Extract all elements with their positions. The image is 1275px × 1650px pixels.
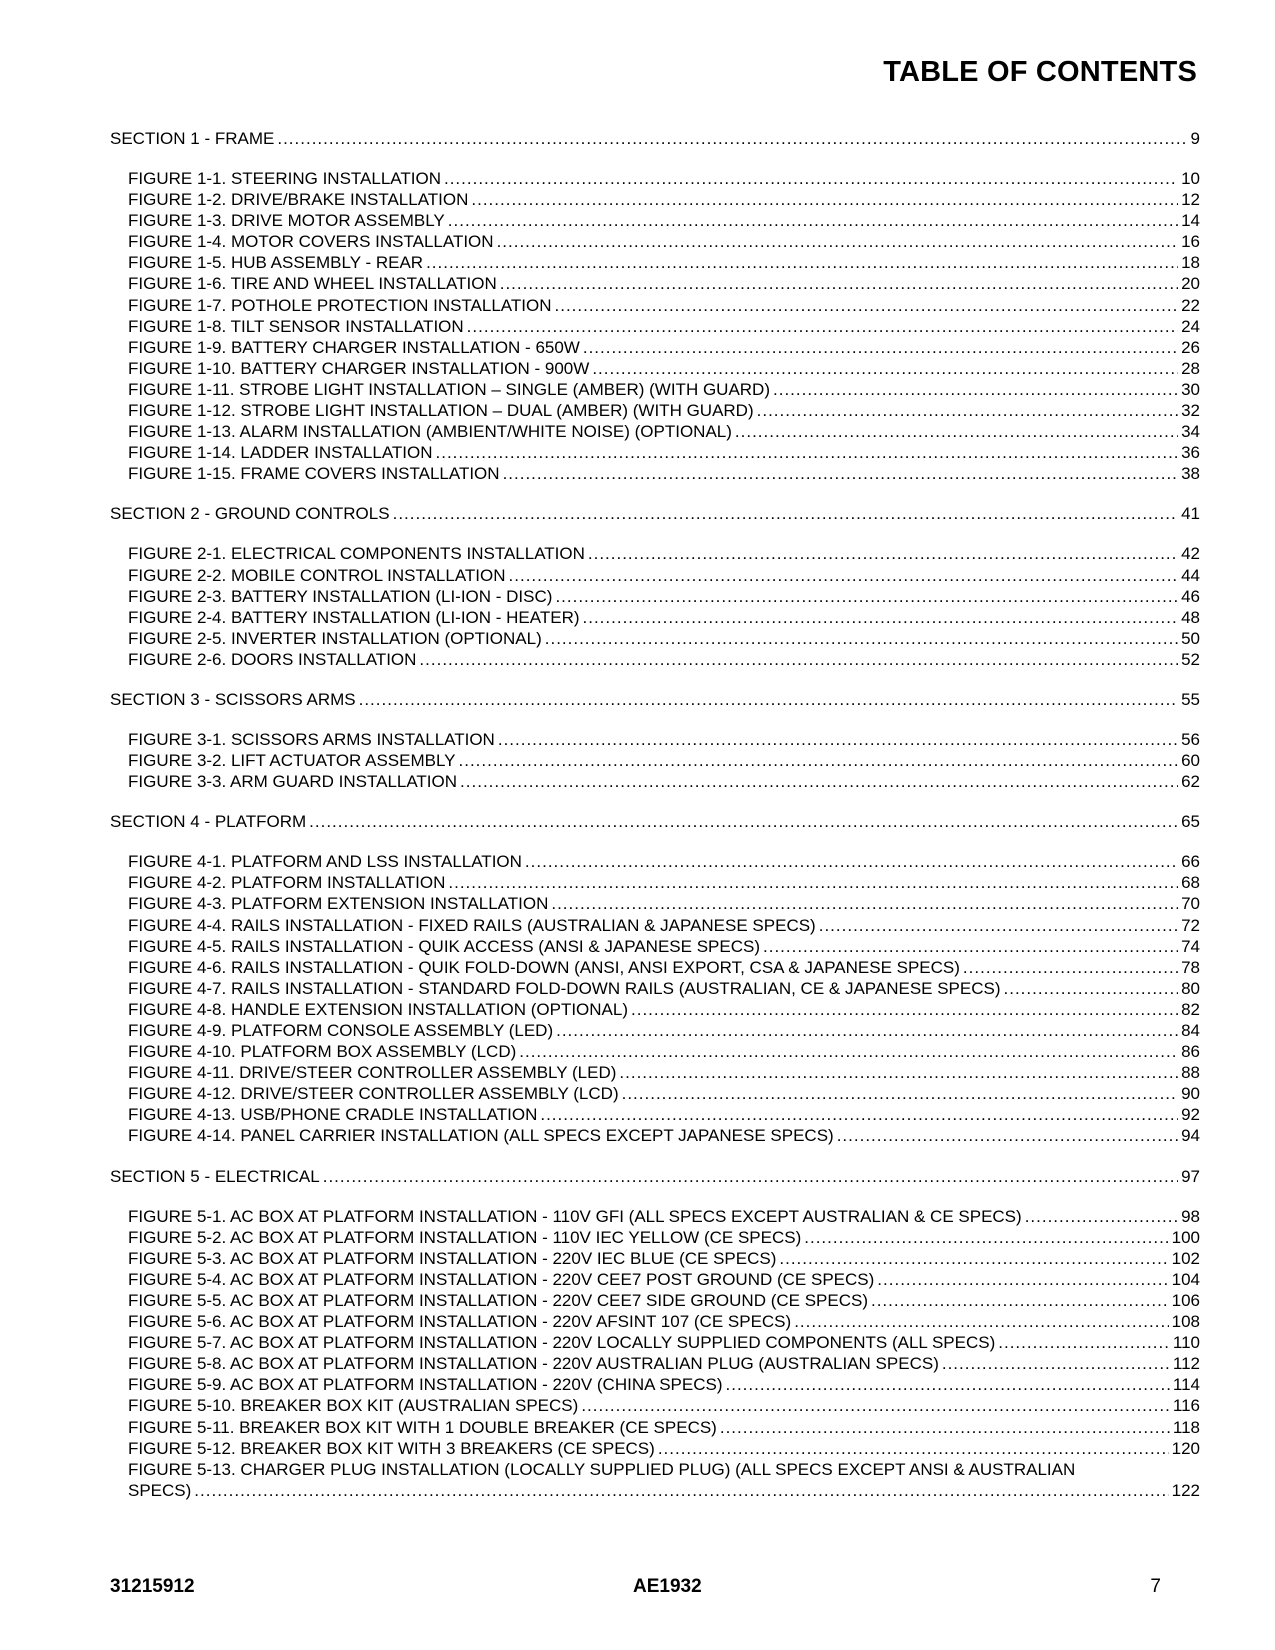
- toc-figure-label: FIGURE 1-14. LADDER INSTALLATION: [128, 443, 433, 463]
- dot-leader: [540, 1104, 1178, 1125]
- dot-leader: [519, 1041, 1178, 1062]
- toc-figure[interactable]: [110, 379, 1200, 400]
- footer-page-number: 7: [1150, 1576, 1161, 1597]
- toc-figure-label: FIGURE 2-4. BATTERY INSTALLATION (LI-ION - HEATER): [128, 607, 580, 627]
- dot-leader: [555, 586, 1178, 607]
- dot-leader: [592, 358, 1178, 379]
- dot-leader: [720, 1417, 1170, 1438]
- toc-figure-label: FIGURE 5-12. BREAKER BOX KIT WITH 3 BREAKERS (CE SPECS): [128, 1438, 655, 1458]
- dot-leader: [726, 1374, 1170, 1395]
- toc-figure-page: 24: [1181, 316, 1200, 336]
- dot-leader: [551, 893, 1178, 914]
- toc-figure-label: FIGURE 4-12. DRIVE/STEER CONTROLLER ASSEMBLY (LCD): [128, 1084, 619, 1104]
- toc-figure-page: 86: [1181, 1042, 1200, 1062]
- toc-figure[interactable]: [110, 442, 1200, 463]
- dot-leader: [773, 379, 1178, 400]
- toc-figure[interactable]: [110, 421, 1200, 442]
- dot-leader: [497, 231, 1179, 252]
- toc-figure-label: FIGURE 1-15. FRAME COVERS INSTALLATION: [128, 464, 500, 484]
- toc-figure-page: 14: [1181, 211, 1200, 231]
- toc-figure[interactable]: [110, 1269, 1200, 1290]
- toc-figure-page: 36: [1181, 443, 1200, 463]
- toc-figure[interactable]: [110, 210, 1200, 231]
- toc-section-page: 9: [1190, 129, 1200, 148]
- toc-figure-label: FIGURE 4-6. RAILS INSTALLATION - QUIK FOLD-DOWN (ANSI, ANSI EXPORT, CSA & JAPANESE SPECS): [128, 957, 960, 977]
- dot-leader: [448, 872, 1178, 893]
- toc-figure[interactable]: [110, 978, 1200, 999]
- toc-figure-page: 114: [1172, 1375, 1200, 1395]
- dot-leader: [444, 168, 1178, 189]
- dot-leader: [500, 273, 1178, 294]
- dot-leader: [871, 1290, 1169, 1311]
- toc-figure[interactable]: [110, 1374, 1200, 1395]
- toc-figure-page: 88: [1181, 1063, 1200, 1083]
- dot-leader: [779, 1248, 1168, 1269]
- dot-leader: [658, 1438, 1169, 1459]
- dot-leader: [588, 543, 1178, 564]
- toc-figure-page: 98: [1181, 1206, 1200, 1226]
- toc-figure[interactable]: [110, 168, 1200, 189]
- toc-figure-label: FIGURE 1-1. STEERING INSTALLATION: [128, 169, 441, 188]
- toc-figure[interactable]: [110, 1248, 1200, 1269]
- toc-figure-page: 110: [1172, 1333, 1200, 1353]
- toc-figure[interactable]: [110, 957, 1200, 978]
- dot-leader: [309, 811, 1178, 832]
- dot-leader: [735, 421, 1178, 442]
- dot-leader: [998, 1332, 1170, 1353]
- footer-doc-number: 31215912: [110, 1576, 195, 1597]
- toc-figure-page: 78: [1181, 957, 1200, 977]
- toc-figure-continued-label: SPECS): [128, 1480, 192, 1500]
- toc-figure-label: FIGURE 1-6. TIRE AND WHEEL INSTALLATION: [128, 274, 497, 294]
- toc-figure-page: 70: [1181, 894, 1200, 914]
- toc-figure-page: 108: [1171, 1312, 1200, 1332]
- toc-figure-page: 42: [1181, 544, 1200, 564]
- dot-leader: [471, 189, 1178, 210]
- toc-figure[interactable]: [110, 543, 1200, 564]
- toc-figure-label: FIGURE 4-8. HANDLE EXTENSION INSTALLATION (OPTIONAL): [128, 999, 629, 1019]
- dot-leader: [1004, 978, 1179, 999]
- toc-figure-label: FIGURE 5-5. AC BOX AT PLATFORM INSTALLATION - 220V CEE7 SIDE GROUND (CE SPECS): [128, 1290, 868, 1310]
- toc-figure-label: FIGURE 2-3. BATTERY INSTALLATION (LI-ION - DISC): [128, 586, 553, 606]
- toc-figure-continued-page: 122: [1171, 1480, 1200, 1500]
- toc-figure-page: 62: [1181, 772, 1200, 792]
- dot-leader: [498, 729, 1178, 750]
- toc-figure[interactable]: [110, 1041, 1200, 1062]
- toc-figure-label: FIGURE 4-1. PLATFORM AND LSS INSTALLATION: [128, 852, 522, 872]
- toc-figure-label: FIGURE 5-9. AC BOX AT PLATFORM INSTALLATION - 220V (CHINA SPECS): [128, 1375, 723, 1395]
- toc-figure[interactable]: [110, 1083, 1200, 1104]
- toc-figure[interactable]: [110, 565, 1200, 586]
- toc-figure-label: FIGURE 1-10. BATTERY CHARGER INSTALLATION - 900W: [128, 358, 590, 378]
- toc-figure-page: 48: [1181, 607, 1200, 627]
- toc-figure-page: 72: [1181, 915, 1200, 935]
- toc-section[interactable]: [110, 811, 1200, 832]
- dot-leader: [467, 316, 1178, 337]
- toc-figure[interactable]: [110, 1104, 1200, 1125]
- toc-figure[interactable]: [110, 1395, 1200, 1416]
- toc-figure-page: 52: [1181, 649, 1200, 669]
- toc-figure-page: 104: [1171, 1269, 1200, 1289]
- toc-figure-label: FIGURE 5-8. AC BOX AT PLATFORM INSTALLATION - 220V AUSTRALIAN PLUG (AUSTRALIAN SPECS): [128, 1354, 939, 1374]
- toc-section[interactable]: [110, 503, 1200, 524]
- toc-figure-label: FIGURE 1-2. DRIVE/BRAKE INSTALLATION: [128, 190, 469, 210]
- toc-figure-label: FIGURE 5-13. CHARGER PLUG INSTALLATION (LOCALLY SUPPLIED PLUG) (ALL SPECS EXCEPT ANSI & AUSTRALIAN: [128, 1459, 1076, 1479]
- toc-section[interactable]: [110, 689, 1200, 710]
- dot-leader: [277, 128, 1187, 149]
- toc-figure[interactable]: [110, 1206, 1200, 1227]
- toc-figure[interactable]: [110, 400, 1200, 421]
- toc-figure-page: 60: [1181, 751, 1200, 771]
- toc-figure-page: 30: [1181, 379, 1200, 399]
- toc-figure-label: FIGURE 4-11. DRIVE/STEER CONTROLLER ASSEMBLY (LED): [128, 1063, 617, 1083]
- toc-figure-label: FIGURE 4-5. RAILS INSTALLATION - QUIK ACCESS (ANSI & JAPANESE SPECS): [128, 936, 760, 956]
- toc-figure-page: 16: [1181, 232, 1200, 252]
- toc-figure[interactable]: [110, 1459, 1200, 1480]
- toc-figure-label: FIGURE 2-6. DOORS INSTALLATION: [128, 649, 417, 669]
- dot-leader: [877, 1269, 1168, 1290]
- dot-leader: [419, 649, 1178, 670]
- toc-figure[interactable]: [110, 358, 1200, 379]
- toc-figure[interactable]: [110, 1062, 1200, 1083]
- toc-figure-page: 84: [1181, 1021, 1200, 1040]
- dot-leader: [359, 689, 1178, 710]
- toc-figure-page: 46: [1181, 586, 1200, 606]
- toc-section-page: 55: [1181, 689, 1200, 709]
- toc-figure-label: FIGURE 1-7. POTHOLE PROTECTION INSTALLATION: [128, 295, 552, 315]
- toc-figure-label: FIGURE 2-5. INVERTER INSTALLATION (OPTIONAL): [128, 628, 542, 648]
- toc-section-label: SECTION 2 - GROUND CONTROLS: [110, 504, 390, 524]
- toc-figure-label: FIGURE 5-1. AC BOX AT PLATFORM INSTALLATION - 110V GFI (ALL SPECS EXCEPT AUSTRALIAN & CE SPECS): [128, 1206, 1022, 1226]
- dot-leader: [503, 463, 1179, 484]
- toc-figure-page: 112: [1172, 1354, 1200, 1374]
- dot-leader: [448, 210, 1178, 231]
- dot-leader: [837, 1125, 1178, 1146]
- toc-figure[interactable]: [110, 936, 1200, 957]
- toc-figure-label: FIGURE 1-13. ALARM INSTALLATION (AMBIENT/WHITE NOISE) (OPTIONAL): [128, 422, 732, 442]
- toc-figure-page: 82: [1181, 999, 1200, 1019]
- toc-figure[interactable]: [110, 1125, 1200, 1146]
- dot-leader: [583, 607, 1179, 628]
- toc-figure-label: FIGURE 4-2. PLATFORM INSTALLATION: [128, 873, 446, 893]
- toc-figure-page: 12: [1181, 190, 1200, 210]
- toc-figure[interactable]: [110, 649, 1200, 670]
- toc-figure[interactable]: [110, 851, 1200, 872]
- toc-figure-page: 20: [1181, 274, 1200, 294]
- page-title: TABLE OF CONTENTS: [883, 56, 1197, 88]
- dot-leader: [555, 295, 1179, 316]
- toc-figure-label: FIGURE 4-10. PLATFORM BOX ASSEMBLY (LCD): [128, 1042, 517, 1062]
- toc-figure[interactable]: [110, 1438, 1200, 1459]
- toc-figure[interactable]: [110, 915, 1200, 936]
- toc-figure[interactable]: [110, 1290, 1200, 1311]
- toc-figure-label: FIGURE 5-7. AC BOX AT PLATFORM INSTALLATION - 220V LOCALLY SUPPLIED COMPONENTS (ALL SPECS): [128, 1333, 996, 1353]
- toc-figure[interactable]: [110, 872, 1200, 893]
- toc-figure-page: 10: [1181, 169, 1200, 188]
- toc-figure-label: FIGURE 1-5. HUB ASSEMBLY - REAR: [128, 253, 424, 273]
- dot-leader: [460, 771, 1178, 792]
- toc-figure[interactable]: [110, 628, 1200, 649]
- toc-section-page: 97: [1181, 1166, 1200, 1186]
- toc-figure-label: FIGURE 5-10. BREAKER BOX KIT (AUSTRALIAN SPECS): [128, 1396, 579, 1416]
- toc-figure[interactable]: [110, 729, 1200, 750]
- toc-figure[interactable]: [110, 316, 1200, 337]
- toc-section-page: 41: [1181, 504, 1200, 524]
- toc-figure-label: FIGURE 1-11. STROBE LIGHT INSTALLATION – SINGLE (AMBER) (WITH GUARD): [128, 379, 770, 399]
- toc-figure-label: FIGURE 1-3. DRIVE MOTOR ASSEMBLY: [128, 211, 445, 231]
- toc-figure-label: FIGURE 4-3. PLATFORM EXTENSION INSTALLATION: [128, 894, 549, 914]
- dot-leader: [794, 1311, 1168, 1332]
- toc-figure-label: FIGURE 4-9. PLATFORM CONSOLE ASSEMBLY (LED): [128, 1021, 554, 1040]
- toc-figure-label: FIGURE 5-2. AC BOX AT PLATFORM INSTALLATION - 110V IEC YELLOW (CE SPECS): [128, 1227, 802, 1247]
- toc-figure[interactable]: [110, 337, 1200, 358]
- dot-leader: [525, 851, 1178, 872]
- toc-figure[interactable]: [110, 750, 1200, 771]
- toc-section-page: 65: [1181, 812, 1200, 832]
- toc-figure-page: 68: [1181, 873, 1200, 893]
- toc-figure-page: 66: [1181, 852, 1200, 872]
- dot-leader: [619, 1062, 1178, 1083]
- toc-figure-page: 80: [1181, 978, 1200, 998]
- toc-figure[interactable]: [110, 893, 1200, 914]
- toc-section-label: SECTION 4 - PLATFORM: [110, 812, 307, 832]
- toc-section-label: SECTION 5 - ELECTRICAL: [110, 1166, 320, 1186]
- toc-figure-label: FIGURE 5-4. AC BOX AT PLATFORM INSTALLATION - 220V CEE7 POST GROUND (CE SPECS): [128, 1269, 875, 1289]
- toc-figure-label: FIGURE 5-11. BREAKER BOX KIT WITH 1 DOUBLE BREAKER (CE SPECS): [128, 1417, 717, 1437]
- toc-figure[interactable]: [110, 1227, 1200, 1248]
- dot-leader: [556, 1020, 1178, 1041]
- dot-leader: [426, 252, 1178, 273]
- toc-figure[interactable]: [110, 189, 1200, 210]
- toc-figure[interactable]: [110, 463, 1200, 484]
- toc-figure-page: 38: [1181, 464, 1200, 484]
- toc-figure-label: FIGURE 4-7. RAILS INSTALLATION - STANDARD FOLD-DOWN RAILS (AUSTRALIAN, CE & JAPANESE SPECS): [128, 978, 1001, 998]
- toc-figure-label: FIGURE 5-6. AC BOX AT PLATFORM INSTALLATION - 220V AFSINT 107 (CE SPECS): [128, 1312, 792, 1332]
- toc-figure-label: FIGURE 4-4. RAILS INSTALLATION - FIXED RAILS (AUSTRALIAN & JAPANESE SPECS): [128, 915, 816, 935]
- toc-figure-label: FIGURE 3-3. ARM GUARD INSTALLATION: [128, 772, 458, 792]
- toc-figure[interactable]: [110, 771, 1200, 792]
- table-of-contents: [110, 128, 1200, 1501]
- toc-figure-page: 44: [1181, 565, 1200, 585]
- toc-figure-label: FIGURE 1-8. TILT SENSOR INSTALLATION: [128, 316, 464, 336]
- toc-figure[interactable]: [110, 1332, 1200, 1353]
- toc-figure-page: 102: [1171, 1248, 1200, 1268]
- toc-figure-label: FIGURE 1-9. BATTERY CHARGER INSTALLATION - 650W: [128, 337, 580, 357]
- toc-figure-page: 100: [1171, 1227, 1200, 1247]
- toc-figure-label: FIGURE 3-2. LIFT ACTUATOR ASSEMBLY: [128, 751, 456, 771]
- toc-section-label: SECTION 3 - SCISSORS ARMS: [110, 689, 356, 709]
- toc-figure[interactable]: [110, 1020, 1200, 1041]
- toc-figure-label: FIGURE 2-2. MOBILE CONTROL INSTALLATION: [128, 565, 506, 585]
- toc-figure-label: FIGURE 1-12. STROBE LIGHT INSTALLATION – DUAL (AMBER) (WITH GUARD): [128, 401, 754, 421]
- dot-leader: [804, 1227, 1168, 1248]
- toc-figure-label: FIGURE 4-14. PANEL CARRIER INSTALLATION (ALL SPECS EXCEPT JAPANESE SPECS): [128, 1126, 834, 1146]
- dot-leader: [194, 1480, 1168, 1501]
- toc-figure-page: 116: [1172, 1396, 1200, 1416]
- toc-figure-label: FIGURE 4-13. USB/PHONE CRADLE INSTALLATION: [128, 1105, 538, 1125]
- toc-figure-page: 18: [1181, 253, 1200, 273]
- toc-figure-page: 74: [1181, 936, 1200, 956]
- dot-leader: [1025, 1206, 1178, 1227]
- dot-leader: [581, 1395, 1170, 1416]
- toc-figure[interactable]: [110, 586, 1200, 607]
- dot-leader: [323, 1166, 1178, 1187]
- toc-figure-page: 120: [1171, 1438, 1200, 1458]
- toc-figure[interactable]: [110, 252, 1200, 273]
- toc-figure-page: 92: [1181, 1105, 1200, 1125]
- dot-leader: [436, 442, 1179, 463]
- toc-figure[interactable]: [110, 607, 1200, 628]
- toc-figure-label: FIGURE 2-1. ELECTRICAL COMPONENTS INSTALLATION: [128, 544, 585, 564]
- dot-leader: [631, 999, 1178, 1020]
- toc-figure-page: 90: [1181, 1084, 1200, 1104]
- toc-figure-label: FIGURE 5-3. AC BOX AT PLATFORM INSTALLATION - 220V IEC BLUE (CE SPECS): [128, 1248, 777, 1268]
- dot-leader: [459, 750, 1179, 771]
- toc-figure-page: 118: [1172, 1417, 1200, 1437]
- dot-leader: [509, 565, 1179, 586]
- toc-section-label: SECTION 1 - FRAME: [110, 129, 275, 148]
- footer-model: AE1932: [633, 1576, 702, 1597]
- toc-figure[interactable]: [110, 1353, 1200, 1374]
- toc-figure[interactable]: [110, 295, 1200, 316]
- toc-figure-page: 28: [1181, 358, 1200, 378]
- dot-leader: [583, 337, 1178, 358]
- toc-figure[interactable]: [110, 273, 1200, 294]
- dot-leader: [942, 1353, 1170, 1374]
- dot-leader: [393, 503, 1178, 524]
- toc-figure[interactable]: [110, 231, 1200, 252]
- toc-figure[interactable]: [110, 999, 1200, 1020]
- toc-section[interactable]: [110, 1166, 1200, 1187]
- dot-leader: [622, 1083, 1178, 1104]
- toc-figure-page: 106: [1171, 1290, 1200, 1310]
- toc-figure-page: 22: [1181, 295, 1200, 315]
- toc-figure-page: 26: [1181, 337, 1200, 357]
- toc-figure-page: 50: [1181, 628, 1200, 648]
- dot-leader: [545, 628, 1178, 649]
- toc-figure-page: 34: [1181, 422, 1200, 442]
- toc-figure-page: 94: [1181, 1126, 1200, 1146]
- toc-figure-label: FIGURE 3-1. SCISSORS ARMS INSTALLATION: [128, 729, 495, 749]
- toc-figure[interactable]: [110, 1311, 1200, 1332]
- toc-figure-page: 56: [1181, 729, 1200, 749]
- dot-leader: [757, 400, 1178, 421]
- toc-figure-continued[interactable]: [110, 1480, 1200, 1501]
- dot-leader: [819, 915, 1178, 936]
- toc-figure[interactable]: [110, 1417, 1200, 1438]
- toc-figure-label: FIGURE 1-4. MOTOR COVERS INSTALLATION: [128, 232, 494, 252]
- toc-figure-page: 32: [1181, 401, 1200, 421]
- dot-leader: [963, 957, 1178, 978]
- dot-leader: [763, 936, 1178, 957]
- toc-section[interactable]: [110, 128, 1200, 149]
